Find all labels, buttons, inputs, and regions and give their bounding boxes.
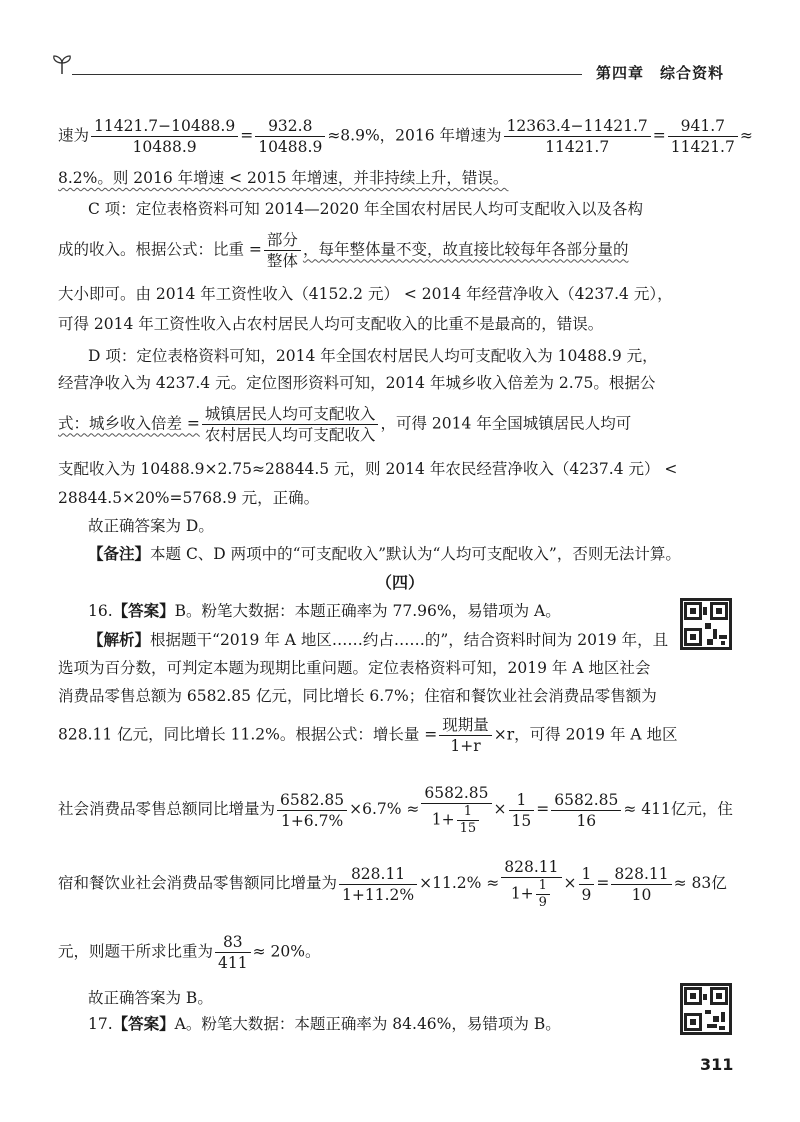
text-span: ≈ [739, 126, 753, 145]
fraction-numerator: 1 [509, 790, 535, 811]
fraction-numerator: 部分 [264, 230, 301, 251]
fraction-numerator: 932.8 [255, 116, 325, 137]
fraction-denominator: 11421.7 [545, 138, 610, 156]
text-line: 经营净收入为 4237.4 元。定位图形资料可知，2014 年城乡收入倍差为 2.75。根据公 [58, 374, 656, 392]
fraction [551, 790, 621, 831]
fraction-numerator: 6582.85 [421, 783, 491, 804]
text-line [58, 116, 753, 157]
fraction [255, 116, 325, 157]
fraction-denominator [501, 878, 561, 911]
fraction [202, 404, 379, 445]
text-line [58, 783, 733, 837]
fraction [277, 790, 347, 831]
section-title: （四） [375, 573, 424, 592]
text-span: 1+ [510, 884, 534, 903]
fraction-numerator: 12363.4−11421.7 [504, 116, 651, 137]
analysis-tag: 【解析】 [88, 631, 151, 649]
text-span: = [596, 874, 610, 892]
fraction [611, 864, 671, 905]
text-span: A。粉笔大数据：本题正确率为 84.46%，易错项为 B。 [174, 1015, 561, 1033]
fraction [264, 230, 301, 271]
text-line: 故正确答案为 D。 [88, 517, 214, 535]
fraction-numerator: 941.7 [668, 116, 738, 137]
fraction-denominator: 9 [581, 885, 592, 904]
sprout-logo-icon [50, 52, 74, 76]
question-number: 16. [88, 602, 113, 620]
fraction-denominator: 16 [576, 811, 597, 830]
fraction [339, 864, 417, 905]
text-span: 根据题干“2019 年 A 地区……约占……的”，结合资料时间为 2019 年，且 [150, 631, 669, 649]
fraction-numerator: 6582.85 [551, 790, 621, 811]
text-span: 本题 C、D 两项中的“可支配收入”默认为“人均可支配收入”，否则无法计算。 [150, 545, 681, 563]
fraction-numerator: 1 [536, 878, 550, 895]
fraction-numerator: 83 [215, 932, 251, 953]
text-line: 28844.5×20%=5768.9 元，正确。 [58, 489, 320, 507]
text-line: D 项：定位表格资料可知，2014 年全国农村居民人均可支配收入为 10488.9 元， [88, 347, 658, 365]
text-span: ，可得 2014 年全国城镇居民人均可 [380, 414, 632, 433]
header-rule [72, 74, 582, 75]
fraction-numerator: 城镇居民人均可支配收入 [202, 404, 379, 425]
qr-code-icon[interactable] [680, 598, 732, 650]
text-span: 828.11 亿元，同比增长 11.2%。根据公式：增长量 = [58, 725, 438, 744]
fraction-denominator: 1+r [450, 737, 481, 755]
fraction-denominator: 10488.9 [258, 138, 323, 156]
question-number: 17. [88, 1015, 113, 1033]
text-span: ，每年整体量不变，故直接比较每年各部分量的 [302, 240, 629, 259]
fraction-denominator: 10 [631, 885, 652, 904]
text-line: 大小即可。由 2014 年工资性收入（4152.2 元） < 2014 年经营净收入（4237.4 元）， [58, 285, 673, 303]
text-line: 8.2%。则 2016 年增速 < 2015 年增速，并非持续上升，错误。 [58, 169, 509, 187]
fraction [215, 932, 251, 973]
note-tag: 【备注】 [88, 545, 151, 563]
text-line: 可得 2014 年工资性收入占农村居民人均可支配收入的比重不是最高的，错误。 [58, 315, 604, 333]
text-span: = [536, 800, 550, 818]
qr-code-icon[interactable] [680, 983, 732, 1035]
answer-tag: 【答案】 [112, 1015, 175, 1033]
text-span: ≈ 83亿 [673, 874, 727, 892]
text-line [88, 543, 681, 565]
text-line [88, 600, 561, 622]
text-line [88, 629, 668, 651]
text-span: = [652, 126, 666, 145]
fraction-denominator: 1+11.2% [342, 885, 415, 904]
fraction-numerator: 828.11 [611, 864, 671, 885]
fraction [457, 804, 480, 837]
fraction [501, 857, 561, 911]
text-span: = [240, 126, 254, 145]
fraction [536, 878, 550, 911]
text-line: C 项：定位表格资料可知 2014—2020 年全国农村居民人均可支配收入以及各构 [88, 200, 644, 218]
text-span: ×r，可得 2019 年 A 地区 [493, 725, 678, 744]
text-span: 1+ [431, 810, 455, 829]
text-span: ×6.7% ≈ [349, 800, 420, 818]
fraction-denominator: 农村居民人均可支配收入 [204, 426, 376, 444]
text-span: 式：城乡收入倍差 = [58, 414, 200, 433]
fraction-denominator: 9 [538, 895, 547, 910]
fraction-denominator: 11421.7 [670, 138, 735, 156]
fraction-denominator: 15 [459, 821, 477, 836]
text-line: 选项为百分数，可判定本题为现期比重问题。定位表格资料可知，2019 年 A 地区社会 [58, 659, 651, 677]
fraction-numerator: 1 [579, 864, 595, 885]
answer-tag: 【答案】 [112, 602, 175, 620]
text-span: 速为 [58, 126, 90, 145]
text-span: 社会消费品零售总额同比增量为 [58, 800, 276, 818]
fraction [509, 790, 535, 831]
text-span: B。粉笔大数据：本题正确率为 77.96%，易错项为 A。 [174, 602, 561, 620]
fraction-numerator: 828.11 [501, 857, 561, 878]
fraction-denominator: 411 [218, 954, 248, 972]
fraction [439, 715, 492, 756]
page-number: 311 [700, 1055, 734, 1074]
fraction [579, 864, 595, 905]
text-line [58, 932, 320, 973]
fraction-denominator: 15 [511, 811, 532, 830]
text-line [58, 230, 628, 271]
fraction [668, 116, 738, 157]
fraction-numerator: 828.11 [339, 864, 417, 885]
text-span: × [563, 874, 577, 892]
fraction-denominator: 1+6.7% [280, 811, 344, 830]
chapter-title: 第四章 综合资料 [596, 64, 725, 82]
text-line: 故正确答案为 B。 [88, 989, 213, 1007]
fraction [91, 116, 238, 157]
fraction-numerator: 6582.85 [277, 790, 347, 811]
text-span: ≈8.9%，2016 年增速为 [327, 126, 502, 145]
text-span: 成的收入。根据公式：比重 = [58, 240, 262, 259]
text-line [58, 857, 727, 911]
text-span: 宿和餐饮业社会消费品零售额同比增量为 [58, 874, 338, 892]
text-span: × [493, 800, 507, 818]
text-line [58, 404, 631, 445]
text-span: ≈ 20%。 [252, 942, 321, 961]
fraction [421, 783, 491, 837]
fraction-numerator: 现期量 [439, 715, 492, 736]
text-span: 元，则题干所求比重为 [58, 942, 214, 961]
text-span: ×11.2% ≈ [419, 874, 500, 892]
text-line: 消费品零售总额为 6582.85 亿元，同比增长 6.7%；住宿和餐饮业社会消费品零售额为 [58, 687, 657, 705]
text-line [88, 1013, 561, 1035]
fraction-denominator [421, 804, 491, 837]
text-span: ≈ 411亿元，住 [623, 800, 733, 818]
fraction-numerator: 11421.7−10488.9 [91, 116, 238, 137]
fraction [504, 116, 651, 157]
text-line: 支配收入为 10488.9×2.75≈28844.5 元，则 2014 年农民经营净收入（4237.4 元） < [58, 460, 678, 478]
fraction-numerator: 1 [457, 804, 480, 821]
fraction-denominator: 整体 [266, 252, 298, 270]
fraction-denominator: 10488.9 [132, 138, 197, 156]
text-line [58, 715, 678, 756]
